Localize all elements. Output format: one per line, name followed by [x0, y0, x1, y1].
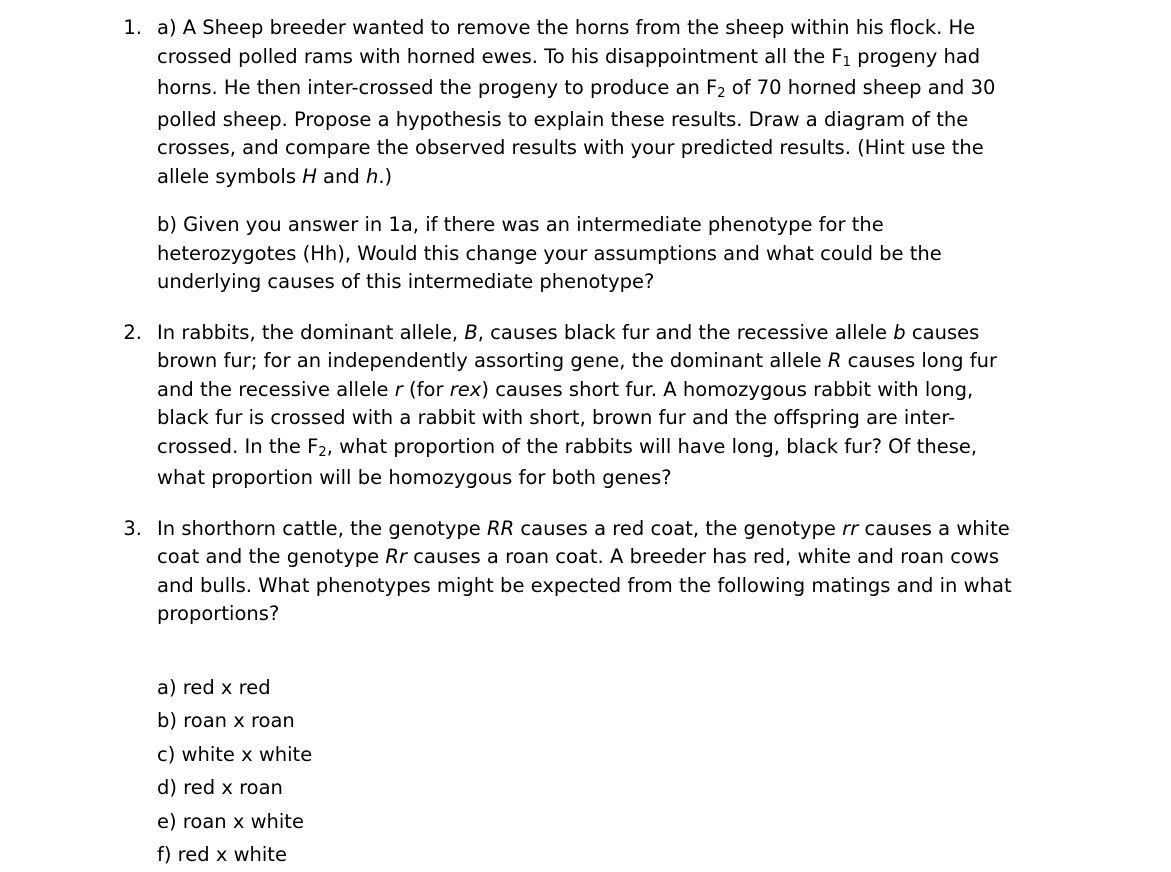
- text-run: In rabbits, the dominant allele,: [157, 320, 465, 344]
- mating-option: c) white x white: [157, 742, 313, 766]
- text-run: b: [893, 320, 906, 344]
- mating-options-list: [112, 671, 1021, 872]
- question-number: 3.: [123, 516, 142, 540]
- question-number: 1.: [123, 16, 142, 39]
- text-run: of 70 horned sheep and 30 polled sheep. Propose a hypothesis to explain these results. Draw a diagram of the crosses, and compare the observed results with your predicted results. (Hint use the allele symbols: [157, 76, 996, 188]
- text-run: (for: [402, 377, 450, 401]
- text-run: ) causes short fur. A homozygous rabbit with long, black fur is crossed with a rabbit with short, brown fur and the offspring are inter-crossed. In the F: [157, 377, 974, 458]
- text-run: and: [316, 164, 366, 188]
- text-run: causes a white coat and the genotype: [157, 516, 1010, 568]
- text-run: rr: [842, 516, 859, 540]
- text-run: , causes black fur and the recessive allele: [477, 320, 894, 344]
- question-item: [112, 515, 1021, 629]
- text-run: RR: [487, 516, 515, 540]
- mating-option: a) red x red: [157, 675, 271, 699]
- text-run: causes a roan coat. A breeder has red, white and roan cows and bulls. What phenotypes might be expected from the following matings and in what proportions?: [157, 545, 1012, 625]
- mating-option: e) roan x white: [157, 809, 304, 833]
- text-run: 2: [318, 444, 327, 460]
- text-run: r: [394, 377, 403, 401]
- question-list: [112, 14, 1021, 629]
- mating-option: f) red x white: [157, 843, 287, 866]
- text-run: rex: [449, 377, 482, 401]
- question-item: [112, 14, 1021, 297]
- text-run: h: [365, 164, 379, 188]
- text-run: H: [302, 164, 317, 188]
- text-run: .): [378, 164, 393, 188]
- text-run: Rr: [385, 545, 408, 568]
- text-run: 2: [717, 86, 726, 101]
- question-number: 2.: [123, 320, 142, 344]
- question-paragraph-q1b: [157, 211, 1021, 297]
- text-run: progeny had horns. He then inter-crossed the progeny to produce an F: [157, 44, 981, 99]
- mating-option: b) roan x roan: [157, 709, 295, 732]
- text-run: b) Given you answer in 1a, if there was an intermediate phenotype for the heterozygotes (Hh), Would this change your assumptions and what could be the underlying causes of this intermediate phenotype?: [157, 213, 942, 293]
- text-run: causes a red coat, the genotype: [514, 516, 843, 540]
- question-item: [112, 319, 1021, 493]
- question-paragraph-q3: [157, 515, 1021, 629]
- text-run: B: [464, 320, 478, 344]
- mating-option: d) red x roan: [157, 776, 283, 799]
- text-run: , what proportion of the rabbits will have long, black fur? Of these, what proportion will be homozygous for both genes?: [157, 434, 978, 489]
- question-paragraph-q1a: [157, 14, 1021, 191]
- text-run: R: [827, 349, 842, 372]
- text-run: 1: [842, 54, 851, 70]
- text-run: causes long fur and the recessive allele: [157, 349, 998, 401]
- text-run: In shorthorn cattle, the genotype: [157, 516, 488, 540]
- question-paragraph-q2: [157, 319, 1021, 493]
- text-run: a) A Sheep breeder wanted to remove the horns from the sheep within his flock. He crossed polled rams with horned ewes. To his disappointment all the F: [157, 16, 976, 68]
- text-run: causes brown fur; for an independently assorting gene, the dominant allele: [157, 320, 980, 372]
